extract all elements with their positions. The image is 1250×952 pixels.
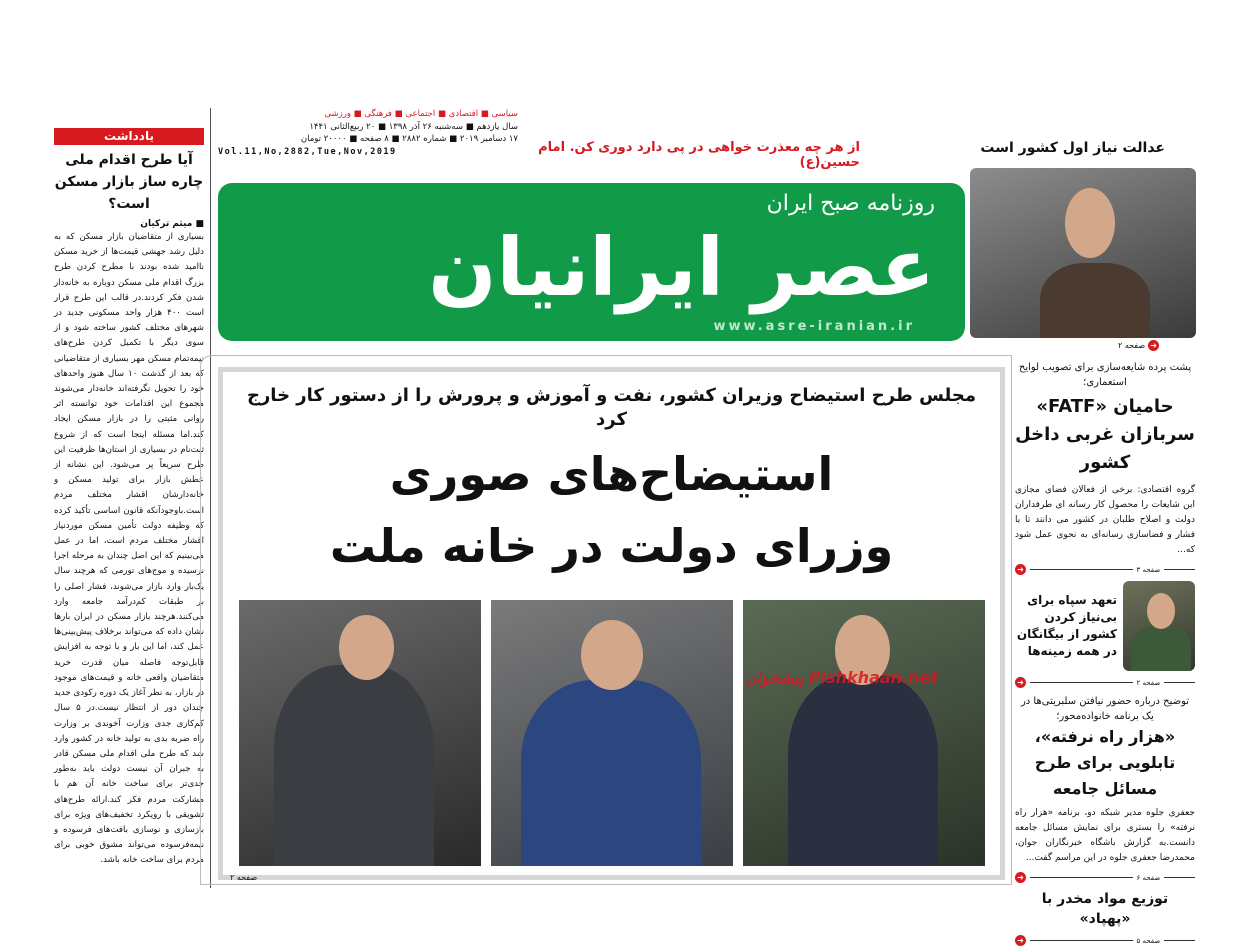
- page-ref[interactable]: ➜ صفحه ۵: [1015, 935, 1195, 946]
- editorial-title: آیا طرح اقدام ملی چاره ساز بازار مسکن است؟: [54, 152, 204, 212]
- issue-info: [218, 108, 518, 158]
- masthead-url: www.asre-iranian.ir: [713, 319, 915, 334]
- lead-photo-left: [239, 600, 481, 866]
- story-kicker: پشت پرده شایعه‌سازی برای تصویب لوایح استعماری؛: [1018, 362, 1192, 388]
- daily-quote: از هر چه معذرت خواهی در پی دارد دوری کن. امام حسین(ع): [538, 140, 860, 170]
- story-body: جعفری جلوه مدیر شبکه دو، برنامه «هزار راه نرفته» را بستری برای نمایش مسائل جامعه دانست.به گزارش باشگاه خبرنگاران جوان، محمدرضا جعفری جلوه در این مراسم گفت...: [1015, 808, 1195, 863]
- top-right-photo: [970, 168, 1196, 338]
- story-headline[interactable]: توزیع مواد مخدر با «پهپاد»: [1041, 891, 1169, 927]
- top-right-headline[interactable]: عدالت نیاز اول کشور است: [980, 140, 1165, 156]
- story-headline[interactable]: «هزار راه نرفته»، تابلویی برای طرح مسائل جامعه: [1034, 727, 1176, 798]
- date-line: سال یازدهم ■ سه‌شنبه ۲۶ آذر ۱۳۹۸ ■ ۲۰ ربیع‌الثانی ۱۴۴۱: [309, 121, 518, 132]
- page-ref[interactable]: ➜ صفحه ۳: [1015, 564, 1195, 575]
- arrow-icon: ➜: [1015, 935, 1026, 946]
- arrow-icon: ➜: [1015, 872, 1026, 883]
- story-headline[interactable]: تعهد سپاه برای بی‌نیاز کردن کشور از بیگانگان در همه زمینه‌ها: [1016, 593, 1117, 658]
- lead-headline[interactable]: استیضاح‌های صوری وزرای دولت در خانه ملت: [329, 447, 894, 573]
- story-body: گروه اقتصادی: برخی از فعالان فضای مجازی این شایعات را محصول کار رسانه ای طرفداران دولت و اصلاح طلبان در کشور می دانند تا با فشار و فضاسازی رسانه‌ای به نحوی عمل شود که...: [1015, 485, 1195, 555]
- story-kicker: توضیح درباره حضور نیافتن سلبریتی‌ها در یک برنامه خانواده‌محور؛: [1020, 696, 1190, 722]
- lead-page-ref[interactable]: صفحه ۲: [230, 873, 258, 882]
- masthead-logo: عصر ایرانیان: [428, 221, 935, 314]
- lead-photo-right: [743, 600, 985, 866]
- page-ref[interactable]: ➜ صفحه ۶: [1015, 872, 1195, 883]
- editorial-tag: یادداشت: [54, 128, 204, 145]
- arrow-icon: ➜: [1148, 340, 1159, 351]
- lead-story: [218, 367, 1005, 880]
- arrow-icon: ➜: [1015, 677, 1026, 688]
- editorial-column: [54, 128, 204, 869]
- watermark: پیشخوان Pishkhaan.net: [745, 668, 939, 687]
- lead-heading-block: [243, 384, 980, 582]
- masthead: [218, 183, 965, 341]
- sections-line: سیاسی ■ اقتصادی ■ اجتماعی ■ فرهنگی ■ ورزشی: [324, 109, 518, 119]
- page-ref[interactable]: ➜ صفحه ۲: [1015, 677, 1195, 688]
- right-column: [1015, 360, 1195, 952]
- volume-line: Vol.11,No,2882,Tue,Nov,2019: [218, 146, 397, 157]
- masthead-subtitle: روزنامه صبح ایران: [766, 191, 935, 216]
- issue-line: ۱۷ دسامبر ۲۰۱۹ ■ شماره ۲۸۸۲ ■ ۸ صفحه ■ ۲۰۰۰۰ تومان: [300, 134, 518, 144]
- lead-photo-center: [491, 600, 733, 866]
- lead-kicker[interactable]: مجلس طرح استیضاح وزیران کشور، نفت و آموزش و پرورش را از دستور کار خارج کرد: [246, 385, 977, 430]
- editorial-body: بسیاری از متقاضیان بازار مسکن که به دلیل رشد جهشی قیمت‌ها از خرید مسکن ناامید شده بودند با مطرح کردن طرح بزرگ اقدام ملی مسکن دوباره به خانه‌دار شدن فکر کردند.در قالب این طرح قرار است ۴۰۰ هزار واحد مسکونی جدید در شهرهای مختلف کشور ساخته شود و از سوی دیگر با تکمیل کردن طرح‌های نیمه‌تمام مسکن مهر بسیاری از متقاضیانی که بعد از گذشت ۱۰ سال هنوز واحدهای خود را تحویل نگرفته‌اند خانه‌دار می‌شوند مجموع این اقدامات خود توانسته اثر روانی مثبتی را در بازار مسکن ایجاد کند.اما مسئله اینجا است که از شروع ثبت‌نام در بسیاری از استان‌ها ظرفیت این طرح سریعاً پر می‌شود. این نشانه از عطش بازار برای تولید مسکن و خانه‌دارشان اقشار مختلف مردم است.باوجودآنکه قانون اساسی تأکید کرده که وظیفه دولت تأمین مسکن موردنیاز اقشار مختلف مردم است، اما در عمل می‌بینیم که این اصل چندان به مرحله اجرا نرسیده و موج‌های تورمی که هرچند سال یک‌بار وارد بازار می‌شوند، فشار اصلی را بر طبقات کم‌درآمد جامعه وارد می‌کنند.هرچند بازار مسکن در ایران بارها نشان داده که می‌تواند برخلاف پیش‌بینی‌ها عمل کند، اما این بار و با توجه به افزایش قابل‌توجه فاصله میان قدرت خرید متقاضیان واقعی خانه و قیمت‌های موجود در بازار، به نظر آغاز یک دوره رکودی جدید چندان دور از انتظار نیست.در ۵ سال کم‌کاری جدی وزارت آخوندی بر وزارت راه ضربه بدی به تولید خانه در کشور وارد شد که طرح ملی اقدام ملی مسکن قادر به جبران آن نیست دولت باید به‌طور جدی‌تر برای ساخت خانه آن هم با مشارکت مردم فکر کند.ارائه طرح‌های تشویقی با رویکرد تخفیف‌های ویژه برای بازسازی و نوسازی بافت‌های فرسوده و نیمه‌فرسوده می‌تواند مشوق خوبی برای مردم برای ساخت خانه باشد.: [54, 232, 205, 866]
- editorial-author: ■ میثم ترکیان: [140, 219, 204, 229]
- top-right-page-ref[interactable]: ➜ صفحه ۲: [1118, 340, 1159, 351]
- story-photo: [1123, 581, 1195, 671]
- arrow-icon: ➜: [1015, 564, 1026, 575]
- story-headline[interactable]: حامیان «FATF» سربازان غربی داخل کشور: [1015, 396, 1195, 473]
